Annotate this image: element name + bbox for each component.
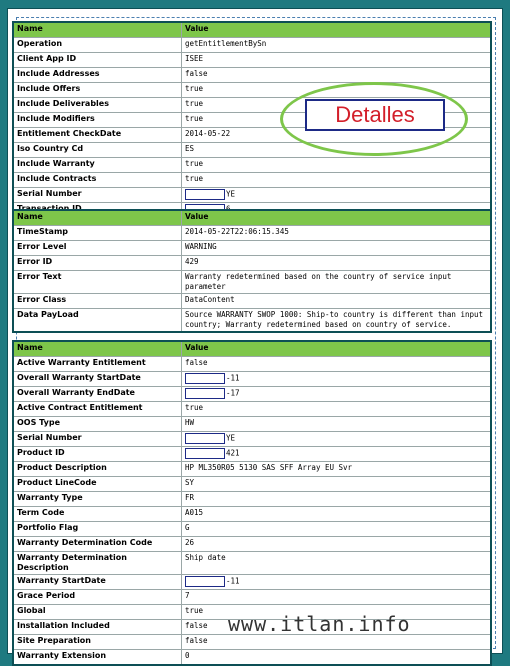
table-row	[14, 461, 490, 476]
field-value: false	[185, 69, 208, 78]
field-value	[182, 387, 490, 401]
warning-details-table	[12, 209, 492, 333]
field-value: SY	[185, 478, 195, 487]
table-row	[14, 536, 490, 551]
table-row	[14, 293, 490, 308]
field-name: Client App ID	[14, 53, 182, 67]
field-name: Product LineCode	[14, 477, 182, 491]
table-row	[14, 521, 490, 536]
field-name: Warranty StartDate	[14, 575, 182, 589]
field-name: Overall Warranty StartDate	[14, 372, 182, 386]
table-row	[14, 356, 490, 371]
table-row	[14, 172, 490, 187]
redaction-box	[185, 576, 225, 587]
field-value: 2014-05-22	[185, 129, 231, 138]
table-row	[14, 157, 490, 172]
field-value-text: -11	[226, 576, 240, 586]
table-row	[14, 401, 490, 416]
field-value: true	[185, 99, 204, 108]
field-name: Error Level	[14, 241, 182, 255]
field-name: Serial Number	[14, 188, 182, 202]
field-name: OOS Type	[14, 417, 182, 431]
field-name: Grace Period	[14, 590, 182, 604]
table-row	[14, 476, 490, 491]
table-row	[14, 308, 490, 331]
field-name: Portfolio Flag	[14, 522, 182, 536]
table-header-row	[14, 342, 490, 356]
field-value: Ship date	[185, 553, 226, 562]
field-value	[182, 432, 490, 446]
table-row	[14, 371, 490, 386]
field-value: true	[185, 114, 204, 123]
field-value: HW	[185, 418, 195, 427]
field-value: true	[185, 159, 204, 168]
table-row	[14, 255, 490, 270]
header-value-cell: Value	[182, 23, 490, 37]
table-header-row	[14, 23, 490, 37]
field-name: Active Contract Entitlement	[14, 402, 182, 416]
field-value: FR	[185, 493, 195, 502]
field-value: A015	[185, 508, 204, 517]
field-value: true	[185, 174, 204, 183]
redaction-box	[185, 373, 225, 384]
table-row	[14, 386, 490, 401]
field-name: Product Description	[14, 462, 182, 476]
redaction-box	[185, 433, 225, 444]
header-value-cell: Value	[182, 211, 490, 225]
field-name: Include Addresses	[14, 68, 182, 82]
field-value: getEntitlementBySn	[185, 39, 267, 48]
field-value: false	[185, 358, 208, 367]
field-value-text: YE	[226, 433, 236, 443]
field-value: G	[185, 523, 190, 532]
table-header-row	[14, 211, 490, 225]
field-name: Include Deliverables	[14, 98, 182, 112]
field-name: Warranty Type	[14, 492, 182, 506]
field-value: ES	[185, 144, 195, 153]
field-value: 429	[185, 257, 199, 266]
field-value: Warranty redetermined based on the country of service input parameter	[185, 272, 452, 291]
field-name: Error Class	[14, 294, 182, 308]
field-value: true	[185, 84, 204, 93]
field-name: Warranty Determination Description	[14, 552, 182, 574]
table-row	[14, 506, 490, 521]
field-name: Include Contracts	[14, 173, 182, 187]
table-row	[14, 491, 490, 506]
field-name: Product ID	[14, 447, 182, 461]
field-name: Include Offers	[14, 83, 182, 97]
table-row	[14, 446, 490, 461]
table-row	[14, 416, 490, 431]
header-name-cell: Name	[14, 23, 182, 37]
field-value: ISEE	[185, 54, 204, 63]
field-value: false	[185, 621, 208, 630]
field-name: Site Preparation	[14, 635, 182, 649]
field-value: 7	[185, 591, 190, 600]
field-value: WARNING	[185, 242, 217, 251]
field-name: Global	[14, 605, 182, 619]
table-row	[14, 551, 490, 574]
field-name: Serial Number	[14, 432, 182, 446]
field-value: DataContent	[185, 295, 235, 304]
table-row	[14, 37, 490, 52]
field-value: false	[185, 636, 208, 645]
table-row	[14, 574, 490, 589]
table-row	[14, 431, 490, 446]
header-value-cell: Value	[182, 342, 490, 356]
table-row	[14, 270, 490, 293]
header-name-cell: Name	[14, 211, 182, 225]
field-name: Iso Country Cd	[14, 143, 182, 157]
redaction-box	[185, 189, 225, 200]
field-name: Include Modifiers	[14, 113, 182, 127]
field-value	[182, 372, 490, 386]
field-value-text: YE	[226, 189, 236, 199]
table-row	[14, 225, 490, 240]
field-name: Data PayLoad	[14, 309, 182, 331]
callout-label: Detalles	[305, 99, 445, 131]
header-name-cell: Name	[14, 342, 182, 356]
field-value	[182, 188, 490, 202]
field-value: HP ML350R05 5130 SAS SFF Array EU Svr	[185, 463, 353, 472]
field-name: Error Text	[14, 271, 182, 293]
redaction-box	[185, 388, 225, 399]
table-row	[14, 52, 490, 67]
field-value: 0	[185, 651, 190, 660]
field-value-text: -17	[226, 388, 240, 398]
field-name: Operation	[14, 38, 182, 52]
field-value: Source WARRANTY SWOP 1000: Ship-to country is different than input country; Warranty redetermined based on country of service.	[185, 310, 484, 329]
field-name: Entitlement CheckDate	[14, 128, 182, 142]
table-row	[14, 240, 490, 255]
field-name: TimeStamp	[14, 226, 182, 240]
field-value-text: -11	[226, 373, 240, 383]
field-value-text: 421	[226, 448, 240, 458]
field-value: 26	[185, 538, 195, 547]
field-name: Installation Included	[14, 620, 182, 634]
field-name: Warranty Extension	[14, 650, 182, 664]
field-value: 2014-05-22T22:06:15.345	[185, 227, 289, 236]
field-value: true	[185, 606, 204, 615]
table-row	[14, 67, 490, 82]
field-name: Include Warranty	[14, 158, 182, 172]
field-name: Error ID	[14, 256, 182, 270]
field-value	[182, 575, 490, 589]
watermark-text: www.itlan.info	[228, 612, 411, 636]
redaction-box	[185, 448, 225, 459]
field-name: Warranty Determination Code	[14, 537, 182, 551]
field-name: Overall Warranty EndDate	[14, 387, 182, 401]
field-value: true	[185, 403, 204, 412]
table-row	[14, 187, 490, 202]
field-value	[182, 447, 490, 461]
field-name: Active Warranty Entitlement	[14, 357, 182, 371]
table-row	[14, 589, 490, 604]
field-name: Term Code	[14, 507, 182, 521]
